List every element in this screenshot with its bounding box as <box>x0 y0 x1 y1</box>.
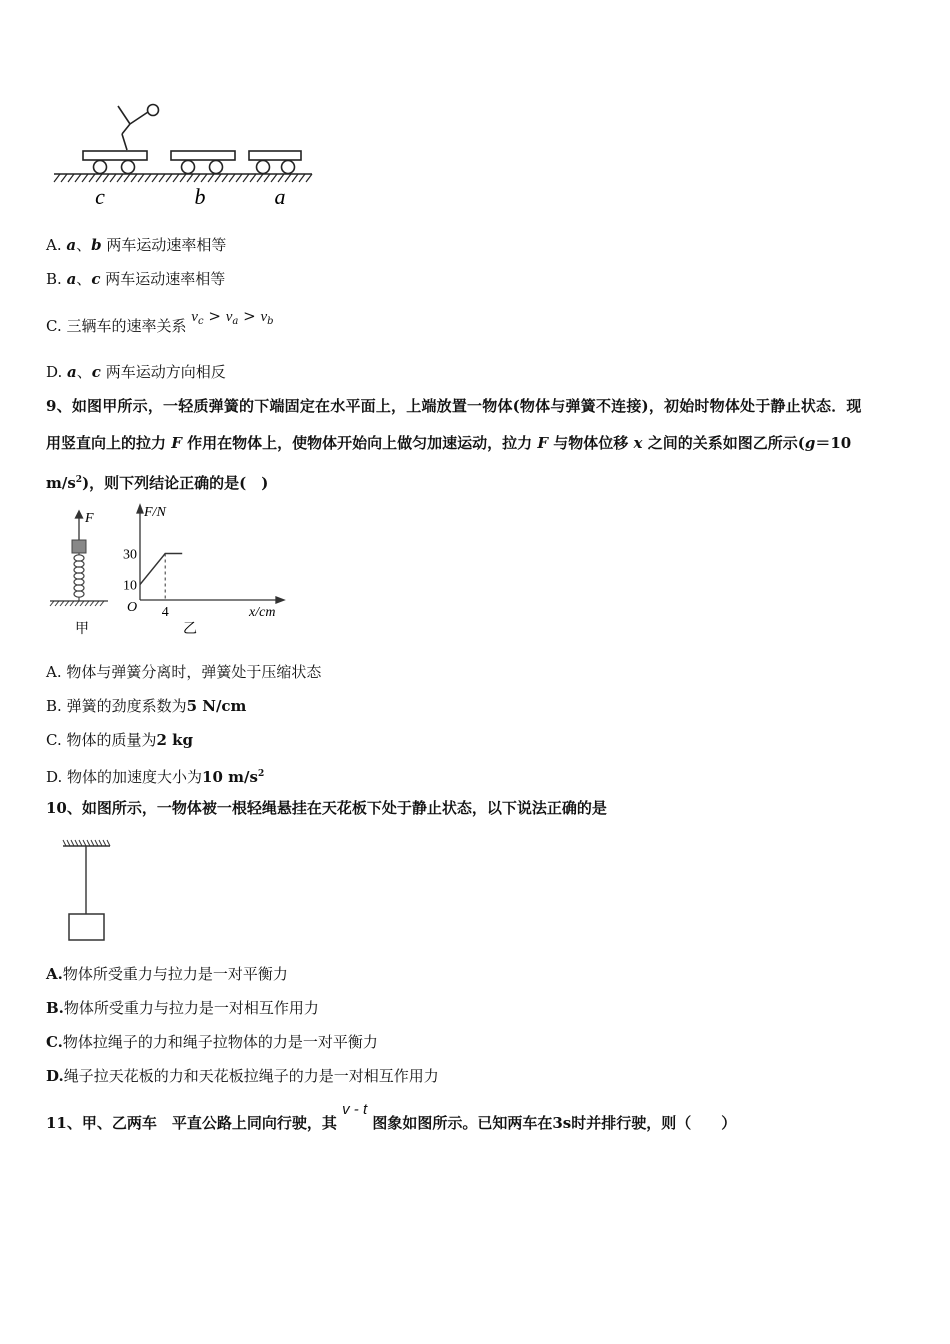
hatch-mark <box>180 174 186 182</box>
hanging-block-figure <box>58 838 118 946</box>
y-tick-label-30: 30 <box>123 547 137 563</box>
hatch-mark <box>306 174 312 182</box>
origin-label: O <box>127 600 138 615</box>
cart-label-b: b <box>194 184 206 209</box>
force-curve <box>140 554 182 585</box>
hatch-mark <box>82 174 88 182</box>
var-a: a <box>66 236 77 254</box>
q10-option-d: D.绳子拉天花板的力和天花板拉绳子的力是一对相互作用力 <box>46 1067 439 1085</box>
q9-option-b: B. 弹簧的劲度系数为5 N/cm <box>46 697 247 715</box>
q9-stem-line1: 9、如图甲所示，一轻质弹簧的下端固定在水平面上，上端放置一物体(物体与弹簧不连接)，初始时物体处于静止状态．现 <box>46 397 862 415</box>
q9-stem-line2: 用竖直向上的拉力 F 作用在物体上，使物体开始向上做匀加速运动，拉力 F 与物体位移 x 之间的关系如图乙所示(g＝10 <box>46 434 852 452</box>
q9-option-c: C. 物体的质量为2 kg <box>46 731 194 749</box>
hatch-mark <box>299 174 305 182</box>
hatch-mark <box>75 601 79 606</box>
hatch-mark <box>271 174 277 182</box>
hatch-mark <box>187 174 193 182</box>
hatch-mark <box>215 174 221 182</box>
hatch-mark <box>236 174 242 182</box>
hatch-mark <box>250 174 256 182</box>
hatch-mark <box>124 174 130 182</box>
q8-option-d: D. a、c 两车运动方向相反 <box>46 363 226 381</box>
vt-symbol: v - t <box>342 1101 368 1118</box>
spring <box>74 553 84 601</box>
spring-figure-jia <box>44 505 120 640</box>
cart-a <box>249 151 301 160</box>
cart-label-a: a <box>274 184 286 209</box>
q8-option-a: A. a、b 两车运动速率相等 <box>46 236 227 254</box>
q10-stem: 10、如图所示，一物体被一根轻绳悬挂在天花板下处于静止状态，以下说法正确的是 <box>46 799 607 817</box>
hatch-mark <box>152 174 158 182</box>
hatch-mark <box>194 174 200 182</box>
hatch-mark <box>145 174 151 182</box>
hatch-mark <box>138 174 144 182</box>
hatch-mark <box>95 601 99 606</box>
q8-option-c: C. 三辆车的速率关系 $v_c > v_a > v_b$ <box>46 307 274 335</box>
person-icon <box>118 105 159 151</box>
hatch-mark <box>61 174 67 182</box>
hatch-mark <box>75 174 81 182</box>
hatch-mark <box>107 840 110 846</box>
hatch-mark <box>87 840 90 846</box>
cart-c <box>83 151 147 160</box>
q9-stem-line3: $m/s^2$)，则下列结论正确的是( ) <box>46 474 269 492</box>
hatch-mark <box>100 601 104 606</box>
x-tick-label-4: 4 <box>161 605 169 620</box>
cart-b <box>171 151 235 160</box>
hatch-mark <box>173 174 179 182</box>
q9-option-a: A. 物体与弹簧分离时，弹簧处于压缩状态 <box>46 663 322 681</box>
hatch-mark <box>285 174 291 182</box>
hatch-mark <box>71 840 74 846</box>
hatch-mark <box>70 601 74 606</box>
hatch-mark <box>243 174 249 182</box>
cart-label-c: c <box>95 184 105 209</box>
hatch-mark <box>89 174 95 182</box>
hatch-mark <box>90 601 94 606</box>
hatch-mark <box>95 840 98 846</box>
hatch-mark <box>103 174 109 182</box>
q10-option-b: B.物体所受重力与拉力是一对相互作用力 <box>46 999 319 1017</box>
q10-option-c: C.物体拉绳子的力和绳子拉物体的力是一对平衡力 <box>46 1033 378 1051</box>
hatch-mark <box>63 840 66 846</box>
hatch-mark <box>60 601 64 606</box>
force-displacement-graph <box>118 502 288 640</box>
hatch-mark <box>110 174 116 182</box>
caption-jia: 甲 <box>75 622 89 637</box>
caption-yi: 乙 <box>183 622 197 637</box>
hatch-mark <box>208 174 214 182</box>
hatch-mark <box>96 174 102 182</box>
var-b: b <box>91 236 102 254</box>
hatch-mark <box>131 174 137 182</box>
hatch-mark <box>83 840 86 846</box>
hatch-mark <box>55 601 59 606</box>
hatch-mark <box>85 601 89 606</box>
hatch-mark <box>103 840 106 846</box>
y-axis-label: F/N <box>144 505 166 520</box>
hatch-mark <box>54 174 60 182</box>
hatch-mark <box>80 601 84 606</box>
block <box>72 540 86 553</box>
hatch-mark <box>75 840 78 846</box>
hatch-mark <box>79 840 82 846</box>
force-label: F <box>85 511 94 526</box>
hatch-mark <box>99 840 102 846</box>
q9-option-d: D. 物体的加速度大小为10 $m/s^2$ <box>46 768 265 786</box>
hanging-block <box>69 914 104 940</box>
q8-option-b: B. a、c 两车运动速率相等 <box>46 270 226 288</box>
q11-stem: 11、甲、乙两车 平直公路上同向行驶，其 v - t 图象如图所示。已知两车在3s时并排行驶，则（ ） <box>46 1101 737 1132</box>
x-axis-label: x/cm <box>249 605 276 620</box>
speed-relation-formula: $v_c > v_a > v_b$ <box>191 307 274 327</box>
hatch-mark <box>65 601 69 606</box>
ground <box>54 174 312 182</box>
hatch-mark <box>292 174 298 182</box>
hatch-mark <box>67 840 70 846</box>
hatch-mark <box>159 174 165 182</box>
hatch-mark <box>117 174 123 182</box>
hatch-mark <box>278 174 284 182</box>
hatch-mark <box>91 840 94 846</box>
carts-figure <box>50 100 320 212</box>
hatch-mark <box>50 601 54 606</box>
y-tick-label-10: 10 <box>123 578 137 594</box>
hatch-mark <box>166 174 172 182</box>
q10-option-a: A.物体所受重力与拉力是一对平衡力 <box>46 965 288 983</box>
hatch-mark <box>68 174 74 182</box>
hatch-mark <box>222 174 228 182</box>
hatch-mark <box>201 174 207 182</box>
hatch-mark <box>257 174 263 182</box>
hatch-mark <box>264 174 270 182</box>
hatch-mark <box>229 174 235 182</box>
